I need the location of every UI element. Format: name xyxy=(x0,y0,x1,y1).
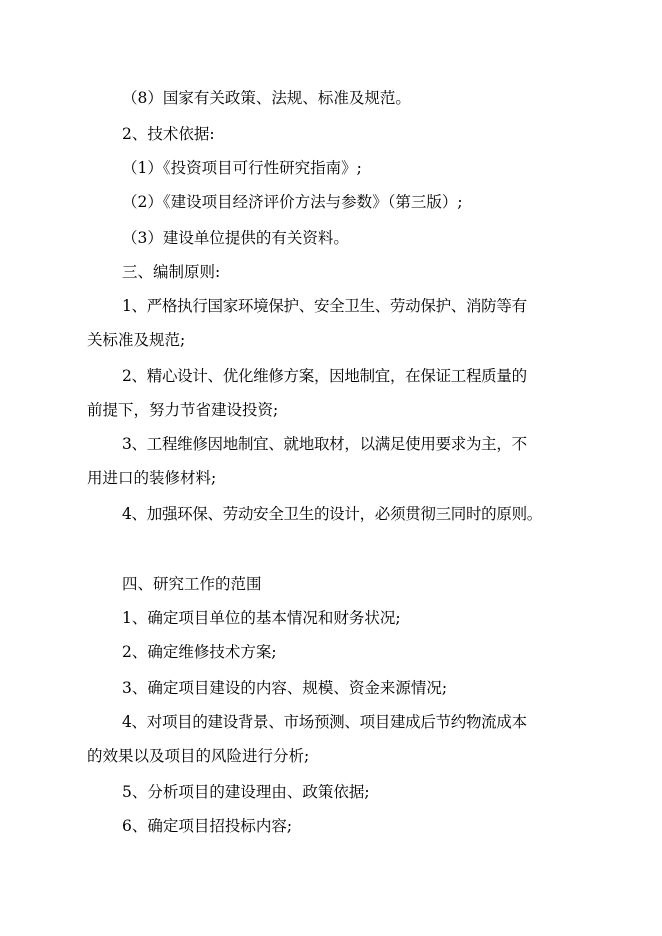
list-item: 1、确定项目单位的基本情况和财务状况; xyxy=(122,609,401,627)
paragraph-line: 关标准及规范; xyxy=(87,331,186,349)
text-line: （3）建设单位提供的有关资料。 xyxy=(122,229,349,247)
section-heading: 三、编制原则: xyxy=(122,263,221,281)
text-line: （1）《投资项目可行性研究指南》; xyxy=(122,159,362,177)
list-item: 5、分析项目的建设理由、政策依据; xyxy=(122,783,370,801)
paragraph-line: 4、加强环保、劳动安全卫生的设计，必须贯彻三同时的原则。 xyxy=(122,505,542,523)
paragraph-line: 1、严格执行国家环境保护、安全卫生、劳动保护、消防等有 xyxy=(122,297,527,315)
paragraph-line: 前提下，努力节省建设投资; xyxy=(87,401,279,419)
paragraph-line: 3、工程维修因地制宜、就地取材，以满足使用要求为主，不 xyxy=(122,435,527,453)
text-line: （8）国家有关政策、法规、标准及规范。 xyxy=(122,89,411,107)
list-item: 的效果以及项目的风险进行分析; xyxy=(87,747,310,765)
list-item: 6、确定项目招投标内容; xyxy=(122,817,293,835)
list-item: 3、确定项目建设的内容、规模、资金来源情况; xyxy=(122,679,448,697)
paragraph-line: 用进口的装修材料; xyxy=(87,469,217,487)
section-heading: 四、研究工作的范围 xyxy=(122,575,262,593)
text-line: （2）《建设项目经济评价方法与参数》（第三版）; xyxy=(122,193,463,211)
section-heading: 2、技术依据: xyxy=(122,125,215,143)
list-item: 2、确定维修技术方案; xyxy=(122,643,277,661)
list-item: 4、对项目的建设背景、市场预测、项目建成后节约物流成本 xyxy=(122,713,527,731)
paragraph-line: 2、精心设计、优化维修方案，因地制宜，在保证工程质量的 xyxy=(122,367,527,385)
